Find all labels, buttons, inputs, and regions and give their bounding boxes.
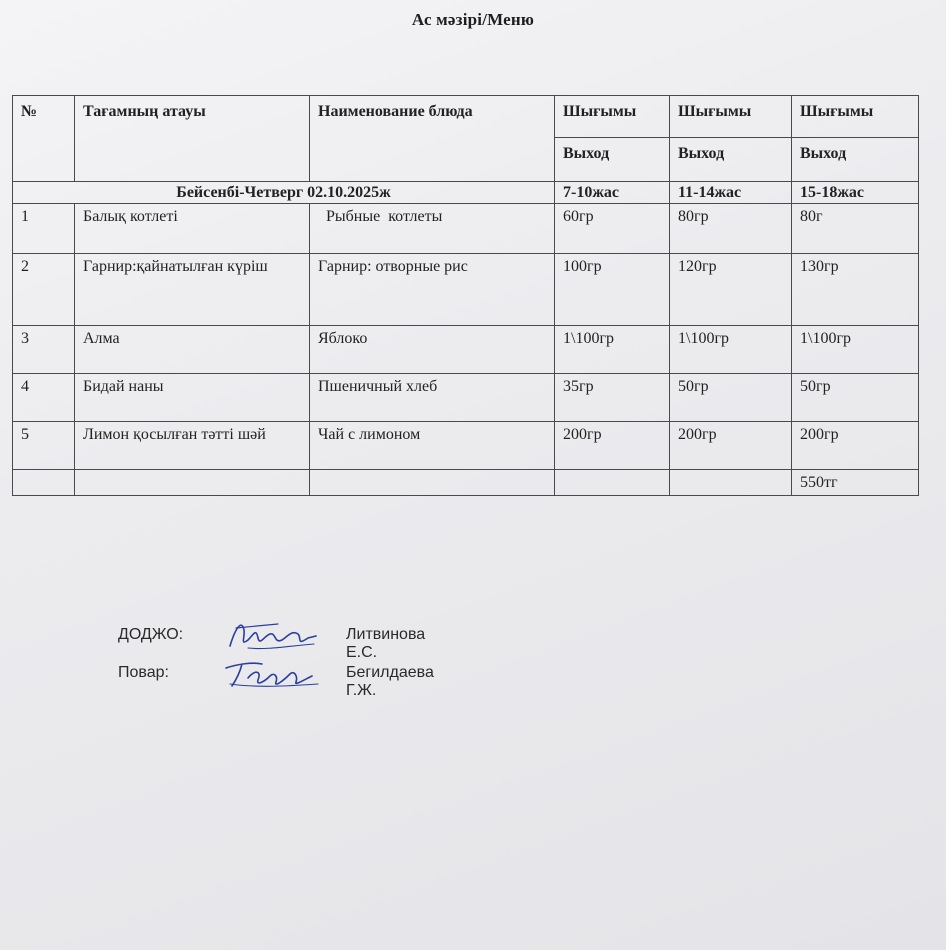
signature-name: Литвинова Е.С. <box>346 626 426 661</box>
table-row <box>13 374 919 422</box>
yield-7-10: 100гр <box>555 254 670 326</box>
yield-15-18: 80г <box>792 204 919 254</box>
menu-table <box>12 95 919 496</box>
row-number: 1 <box>13 204 75 254</box>
total-price: 550тг <box>792 470 919 496</box>
yield-15-18: 1\100гр <box>792 326 919 374</box>
age-group: 11-14жас <box>670 182 792 204</box>
header-number: № <box>13 96 75 182</box>
header-yield-ru: Выход <box>555 138 670 182</box>
day-label: Бейсенбі-Четверг 02.10.2025ж <box>13 182 555 204</box>
header-yield-ru: Выход <box>670 138 792 182</box>
dish-name-ru: Чай с лимоном <box>310 422 555 470</box>
age-group: 15-18жас <box>792 182 919 204</box>
dish-name-kz: Лимон қосылған тәтті шәй <box>75 422 310 470</box>
empty-cell <box>310 470 555 496</box>
header-name-kz: Тағамның атауы <box>75 96 310 182</box>
header-yield-ru: Выход <box>792 138 919 182</box>
empty-cell <box>670 470 792 496</box>
signature-image <box>218 616 328 656</box>
age-group: 7-10жас <box>555 182 670 204</box>
row-number: 4 <box>13 374 75 422</box>
header-row <box>13 96 919 138</box>
dish-name-kz: Балық котлеті <box>75 204 310 254</box>
table-row <box>13 326 919 374</box>
signature-image <box>218 654 328 694</box>
header-yield-kz: Шығымы <box>555 96 670 138</box>
table-row <box>13 204 919 254</box>
day-row <box>13 182 919 204</box>
yield-7-10: 60гр <box>555 204 670 254</box>
empty-cell <box>75 470 310 496</box>
total-row <box>13 470 919 496</box>
yield-7-10: 1\100гр <box>555 326 670 374</box>
empty-cell <box>555 470 670 496</box>
header-yield-kz: Шығымы <box>792 96 919 138</box>
dish-name-ru: Яблоко <box>310 326 555 374</box>
yield-11-14: 200гр <box>670 422 792 470</box>
dish-name-kz: Бидай наны <box>75 374 310 422</box>
row-number: 3 <box>13 326 75 374</box>
page-title: Ас мәзірі/Меню <box>411 10 535 29</box>
yield-15-18: 130гр <box>792 254 919 326</box>
dish-name-ru: Пшеничный хлеб <box>310 374 555 422</box>
yield-11-14: 120гр <box>670 254 792 326</box>
yield-7-10: 35гр <box>555 374 670 422</box>
yield-15-18: 50гр <box>792 374 919 422</box>
row-number: 5 <box>13 422 75 470</box>
yield-7-10: 200гр <box>555 422 670 470</box>
dish-name-ru: Гарнир: отворные рис <box>310 254 555 326</box>
signature-role: Повар: <box>118 664 169 681</box>
signature-role: ДОДЖО: <box>118 626 184 643</box>
yield-11-14: 1\100гр <box>670 326 792 374</box>
dish-name-ru: Рыбные котлеты <box>310 204 555 254</box>
yield-11-14: 50гр <box>670 374 792 422</box>
empty-cell <box>13 470 75 496</box>
signature-name: Бегилдаева Г.Ж. <box>346 664 434 699</box>
dish-name-kz: Алма <box>75 326 310 374</box>
yield-15-18: 200гр <box>792 422 919 470</box>
dish-name-kz: Гарнир:қайнатылған күріш <box>75 254 310 326</box>
yield-11-14: 80гр <box>670 204 792 254</box>
header-name-ru: Наименование блюда <box>310 96 555 182</box>
row-number: 2 <box>13 254 75 326</box>
table-row <box>13 254 919 326</box>
header-yield-kz: Шығымы <box>670 96 792 138</box>
table-row <box>13 422 919 470</box>
